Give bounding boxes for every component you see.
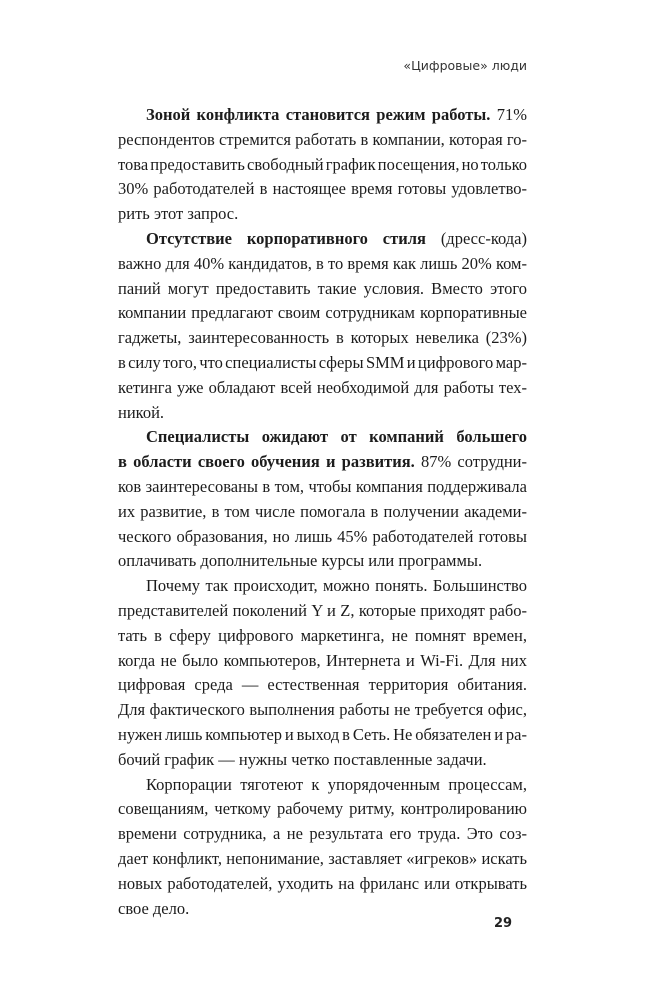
line-text: ческого образования, но лишь 45% работодателей готовы <box>118 526 527 546</box>
line-text: респондентов стремится работать в компании, которая го- <box>118 129 527 149</box>
line-text: 30% работодателей в настоящее время готовы удовлетво- <box>118 179 527 199</box>
text-line <box>118 773 527 798</box>
text-line <box>118 872 527 897</box>
text-line <box>118 723 527 748</box>
bold-lead-text: в области своего обучения и развития. <box>118 452 415 472</box>
text-line <box>118 748 527 773</box>
text-line <box>118 897 527 922</box>
line-text: компании предлагают своим сотрудникам корпоративные <box>118 303 527 323</box>
text-line <box>118 847 527 872</box>
line-text: гаджеты, заинтересованность в которых невелика (23%) <box>118 328 527 348</box>
text-line <box>118 153 527 178</box>
text-line <box>118 549 527 574</box>
text-line <box>118 227 527 252</box>
line-text: кетинга уже обладают всей необходимой для работы тех- <box>118 377 527 397</box>
line-text: 71% <box>490 105 527 124</box>
line-text: Для фактического выполнения работы не требуется офис, <box>118 700 527 720</box>
line-text: тать в сферу цифрового маркетинга, не помнят времен, <box>118 625 527 645</box>
body-text <box>118 103 527 921</box>
running-head: «Цифровые» люди <box>403 58 527 73</box>
text-line <box>118 574 527 599</box>
text-line <box>118 301 527 326</box>
line-text: нужен лишь компьютер и выход в Сеть. Не обязателен и ра- <box>118 724 527 744</box>
text-line <box>118 624 527 649</box>
line-text: рить этот запрос. <box>118 204 239 224</box>
line-text: дает конфликт, непонимание, заставляет «игреков» искать <box>118 848 527 868</box>
text-line <box>118 177 527 202</box>
text-line <box>118 326 527 351</box>
line-text: цифровая среда — естественная территория обитания. <box>118 675 527 695</box>
line-text: представителей поколений Y и Z, которые приходят рабо- <box>118 600 527 620</box>
line-text: свое дело. <box>118 898 190 918</box>
line-text: бочий график — нужны четко поставленные задачи. <box>118 749 487 769</box>
text-line <box>118 376 527 401</box>
bold-lead-text: Специалисты ожидают от компаний большего <box>146 427 527 447</box>
text-line <box>118 525 527 550</box>
line-text: никой. <box>118 402 165 422</box>
text-line <box>118 351 527 376</box>
text-line <box>118 673 527 698</box>
line-text: когда не было компьютеров, Интернета и Wi-Fi. Для них <box>118 650 527 670</box>
line-text: паний могут предоставить такие условия. Вместо этого <box>118 278 527 298</box>
line-text: оплачивать дополнительные курсы или программы. <box>118 551 483 571</box>
text-line <box>118 425 527 450</box>
text-line <box>118 103 527 128</box>
text-line <box>118 450 527 475</box>
text-line <box>118 475 527 500</box>
bold-lead-text: Отсутствие корпоративного стиля <box>146 228 426 248</box>
page-number: 29 <box>494 916 513 931</box>
text-line <box>118 202 527 227</box>
text-line <box>118 128 527 153</box>
line-text: Корпорации тяготеют к упорядоченным процессам, <box>146 774 527 794</box>
text-line <box>118 252 527 277</box>
line-text: новых работодателей, уходить на фриланс или открывать <box>118 873 527 893</box>
line-text: важно для 40% кандидатов, в то время как лишь 20% ком- <box>118 253 527 273</box>
text-line <box>118 277 527 302</box>
line-text: Почему так происходит, можно понять. Большинство <box>146 576 527 596</box>
line-text: (дресс-кода) <box>425 228 527 248</box>
text-line <box>118 822 527 847</box>
line-text: в силу того, что специалисты сферы SMM и цифрового мар- <box>118 352 527 372</box>
text-line <box>118 797 527 822</box>
line-text: ков заинтересованы в том, чтобы компания поддерживала <box>118 476 527 496</box>
text-line <box>118 698 527 723</box>
line-text: их развитие, в том числе помогала в получении академи- <box>118 501 527 521</box>
line-text: совещаниям, четкому рабочему ритму, контролированию <box>118 799 527 819</box>
text-line <box>118 500 527 525</box>
text-line <box>118 599 527 624</box>
text-line <box>118 649 527 674</box>
line-text: времени сотрудника, а не результата его труда. Это соз- <box>118 824 527 844</box>
line-text: това предоставить свободный график посещения, но только <box>118 154 528 174</box>
text-line <box>118 401 527 426</box>
line-text: 87% сотрудни- <box>414 452 527 472</box>
bold-lead-text: Зоной конфликта становится режим работы. <box>146 105 491 124</box>
